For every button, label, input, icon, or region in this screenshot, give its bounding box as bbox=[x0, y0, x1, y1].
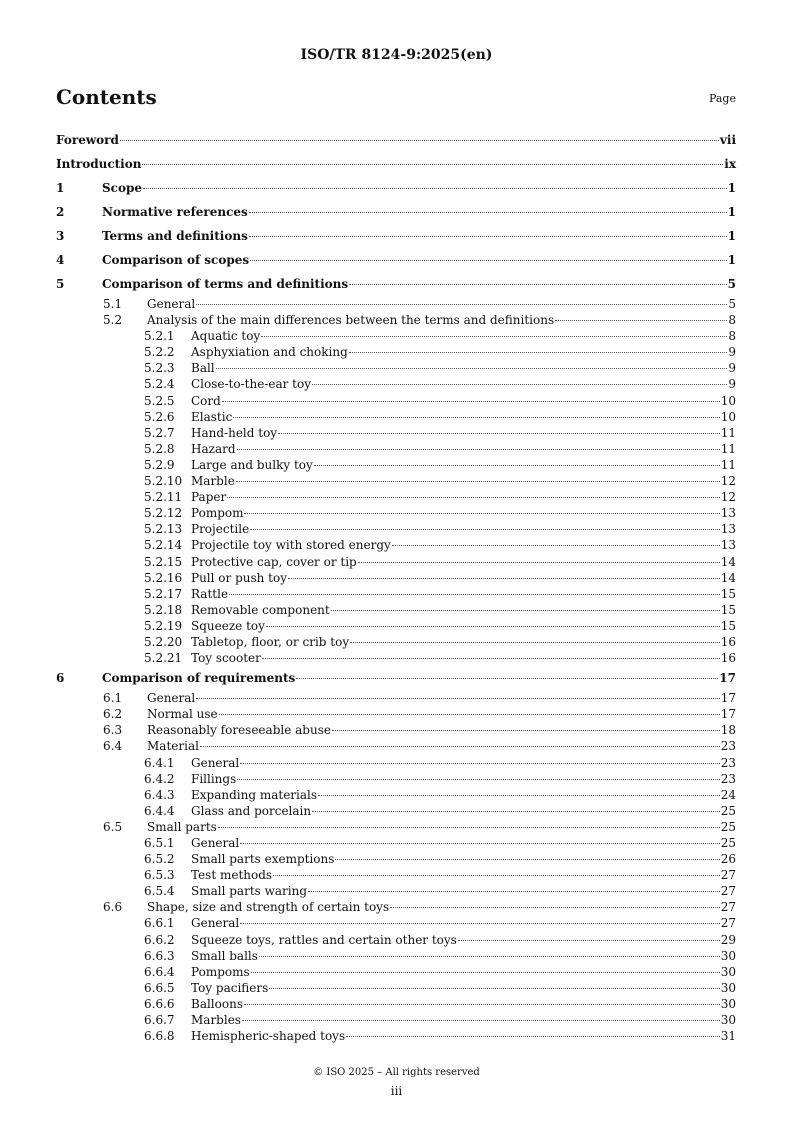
dot-leader bbox=[240, 922, 719, 924]
toc-entry[interactable] bbox=[56, 835, 736, 851]
toc-entry[interactable] bbox=[56, 996, 736, 1012]
toc-entry-page: 30 bbox=[720, 996, 736, 1011]
toc-entry-number: 6.4.2 bbox=[144, 771, 175, 786]
toc-entry-page: 11 bbox=[720, 441, 736, 456]
toc-entry-page: 27 bbox=[720, 868, 736, 883]
toc-entry-number: 5.2.2 bbox=[144, 345, 175, 360]
dot-leader bbox=[262, 657, 720, 659]
toc-entry-number: 6.6.1 bbox=[144, 916, 175, 931]
toc-entry[interactable] bbox=[56, 771, 736, 787]
dot-leader bbox=[218, 826, 720, 828]
dot-leader bbox=[250, 259, 726, 261]
toc-entry-number: 5.2.3 bbox=[144, 361, 175, 376]
dot-leader bbox=[308, 890, 720, 892]
toc-entry-page: 23 bbox=[720, 771, 736, 786]
toc-entry[interactable] bbox=[56, 360, 736, 376]
toc-entry-number: 5.2.21 bbox=[144, 651, 183, 666]
toc-entry[interactable] bbox=[56, 899, 736, 915]
toc-entry-page: 16 bbox=[720, 634, 736, 649]
toc-entry-page: 11 bbox=[720, 457, 736, 472]
toc-entry[interactable] bbox=[56, 224, 736, 248]
toc-entry-page: 25 bbox=[720, 803, 736, 818]
dot-leader bbox=[236, 480, 720, 482]
toc-entry-page: 1 bbox=[727, 181, 736, 195]
toc-entry[interactable] bbox=[56, 948, 736, 964]
dot-leader bbox=[200, 745, 720, 747]
toc-entry[interactable] bbox=[56, 441, 736, 457]
toc-entry-number: 5.2.17 bbox=[144, 586, 183, 601]
dot-leader bbox=[266, 625, 720, 627]
toc-entry-number: 5.1 bbox=[103, 297, 123, 311]
toc-entry-number: 4 bbox=[56, 253, 65, 267]
toc-entry-label: Analysis of the main differences between the terms and definitions bbox=[147, 313, 555, 328]
toc-entry-number: 6.6.7 bbox=[144, 1013, 175, 1028]
toc-entry[interactable] bbox=[56, 248, 736, 272]
toc-entry-label: Aquatic toy bbox=[191, 329, 261, 344]
toc-entry-page: 15 bbox=[720, 586, 736, 601]
toc-entry-number: 6.5.4 bbox=[144, 884, 175, 899]
toc-entry-number: 5.2.16 bbox=[144, 570, 183, 585]
toc-entry-label: Small parts waring bbox=[191, 884, 308, 899]
toc-entry-page: 14 bbox=[720, 570, 736, 585]
toc-entry-label: Introduction bbox=[56, 157, 142, 171]
toc-entry-label: Comparison of scopes bbox=[102, 253, 250, 267]
toc-entry-label: Normal use bbox=[147, 707, 218, 722]
dot-leader bbox=[312, 383, 727, 385]
toc-entry-label: Reasonably foreseeable abuse bbox=[147, 723, 331, 738]
toc-entry-label: General bbox=[191, 836, 240, 850]
dot-leader bbox=[249, 211, 727, 213]
toc-entry[interactable] bbox=[56, 964, 736, 980]
toc-entry[interactable] bbox=[56, 570, 736, 586]
toc-entry[interactable] bbox=[56, 666, 736, 690]
toc-entry-number: 6.5.1 bbox=[144, 836, 175, 850]
toc-entry-page: 15 bbox=[720, 618, 736, 633]
toc-entry-number: 6.1 bbox=[103, 691, 123, 706]
dot-leader bbox=[314, 464, 720, 466]
dot-leader bbox=[555, 319, 727, 321]
toc-entry[interactable] bbox=[56, 272, 736, 296]
toc-entry[interactable] bbox=[56, 152, 736, 176]
toc-entry-label: Test methods bbox=[191, 868, 273, 883]
toc-entry[interactable] bbox=[56, 634, 736, 650]
toc-entry-number: 3 bbox=[56, 229, 65, 243]
toc-entry-label: Hazard bbox=[191, 441, 236, 456]
toc-entry-page: 9 bbox=[728, 377, 736, 392]
toc-entry-label: Hemispheric-shaped toys bbox=[191, 1029, 346, 1044]
toc-entry-number: 5.2 bbox=[103, 313, 123, 328]
toc-entry-label: Marble bbox=[191, 474, 235, 489]
toc-entry-number: 6.3 bbox=[103, 723, 123, 738]
toc-entry-label: Pull or push toy bbox=[191, 570, 288, 585]
toc-entry-page: 12 bbox=[720, 490, 736, 505]
dot-leader bbox=[240, 762, 719, 764]
toc-entry-page: 9 bbox=[728, 345, 736, 360]
toc-entry-number: 6.6.6 bbox=[144, 996, 175, 1011]
toc-entry[interactable] bbox=[56, 1028, 736, 1044]
toc-entry[interactable] bbox=[56, 819, 736, 835]
toc-entry-page: vii bbox=[719, 133, 736, 147]
toc-entry-label: Pompom bbox=[191, 506, 244, 521]
toc-entry[interactable] bbox=[56, 425, 736, 441]
toc-entry-label: Material bbox=[147, 739, 199, 754]
toc-entry-label: Scope bbox=[102, 181, 143, 195]
toc-entry-label: Squeeze toy bbox=[191, 618, 265, 633]
dot-leader bbox=[249, 235, 727, 237]
dot-leader bbox=[120, 139, 719, 141]
toc-entry[interactable] bbox=[56, 457, 736, 473]
toc-entry-label: Toy pacifiers bbox=[191, 980, 269, 995]
toc-entry-page: 13 bbox=[720, 522, 736, 537]
toc-entry-label: Marbles bbox=[191, 1013, 241, 1028]
toc-entry-page: 1 bbox=[727, 253, 736, 267]
toc-entry-number: 6.5.3 bbox=[144, 868, 175, 883]
toc-entry[interactable] bbox=[56, 176, 736, 200]
toc-entry-page: 5 bbox=[728, 297, 736, 311]
toc-entry-page: 1 bbox=[727, 229, 736, 243]
toc-entry-label: General bbox=[191, 916, 240, 931]
toc-entry-page: 23 bbox=[720, 739, 736, 754]
dot-leader bbox=[242, 1019, 720, 1021]
dot-leader bbox=[261, 335, 727, 337]
page-number: iii bbox=[390, 1084, 403, 1098]
toc-entry[interactable] bbox=[56, 489, 736, 505]
toc-entry-label: Small parts exemptions bbox=[191, 852, 335, 867]
toc-entry-number: 5.2.6 bbox=[144, 409, 175, 424]
toc-entry-label: Protective cap, cover or tip bbox=[191, 554, 357, 569]
toc-entry-number: 5.2.14 bbox=[144, 538, 183, 553]
toc-entry-number: 5.2.9 bbox=[144, 457, 175, 472]
toc-entry-number: 6.4.4 bbox=[144, 803, 175, 818]
dot-leader bbox=[196, 303, 727, 305]
dot-leader bbox=[143, 187, 727, 189]
dot-leader bbox=[331, 609, 720, 611]
toc-entry-number: 6.5 bbox=[103, 819, 123, 834]
toc-entry-number: 6.4.1 bbox=[144, 755, 175, 770]
toc-entry[interactable] bbox=[56, 883, 736, 899]
toc-entry-page: 17 bbox=[719, 671, 736, 686]
toc-entry[interactable] bbox=[56, 296, 736, 312]
dot-leader bbox=[288, 577, 720, 579]
toc-entry-page: 26 bbox=[720, 852, 736, 867]
toc-entry-number: 6 bbox=[56, 671, 65, 686]
toc-entry-number: 5.2.19 bbox=[144, 618, 183, 633]
dot-leader bbox=[227, 496, 720, 498]
toc-entry[interactable] bbox=[56, 554, 736, 570]
toc-entry-number: 5.2.7 bbox=[144, 425, 175, 440]
toc-entry-label: Pompoms bbox=[191, 964, 250, 979]
toc-entry-page: 30 bbox=[720, 980, 736, 995]
dot-leader bbox=[358, 561, 720, 563]
dot-leader bbox=[350, 641, 720, 643]
page-title: Contents bbox=[56, 85, 157, 109]
dot-leader bbox=[349, 283, 727, 285]
toc-entry-page: 1 bbox=[727, 205, 736, 219]
toc-entry-label: Tabletop, floor, or crib toy bbox=[191, 634, 350, 649]
toc-entry[interactable] bbox=[56, 690, 736, 706]
toc-entry-label: Glass and porcelain bbox=[191, 803, 312, 818]
dot-leader bbox=[349, 351, 728, 353]
toc-entry-label: Comparison of terms and definitions bbox=[102, 277, 349, 291]
toc-entry[interactable] bbox=[56, 980, 736, 996]
toc-entry-number: 5.2.1 bbox=[144, 329, 175, 344]
toc-entry-number: 5.2.8 bbox=[144, 441, 175, 456]
dot-leader bbox=[458, 939, 720, 941]
toc-entry[interactable] bbox=[56, 473, 736, 489]
dot-leader bbox=[196, 697, 719, 699]
dot-leader bbox=[233, 416, 719, 418]
toc-entry-page: ix bbox=[724, 157, 736, 171]
dot-leader bbox=[269, 987, 719, 989]
toc-entry-number: 5 bbox=[56, 277, 65, 291]
toc-entry[interactable] bbox=[56, 344, 736, 360]
toc-entry[interactable] bbox=[56, 787, 736, 803]
toc-entry[interactable] bbox=[56, 706, 736, 722]
dot-leader bbox=[259, 955, 720, 957]
toc-entry-number: 2 bbox=[56, 205, 65, 219]
toc-entry-page: 18 bbox=[720, 723, 736, 738]
toc-entry[interactable] bbox=[56, 915, 736, 931]
toc-entry-label: Elastic bbox=[191, 409, 233, 424]
toc-entry-page: 15 bbox=[720, 602, 736, 617]
toc-entry-number: 6.6.8 bbox=[144, 1029, 175, 1044]
dot-leader bbox=[332, 729, 720, 731]
toc-entry-number: 5.2.4 bbox=[144, 377, 175, 392]
dot-leader bbox=[392, 544, 720, 546]
dot-leader bbox=[346, 1035, 720, 1037]
toc-entry-page: 13 bbox=[720, 538, 736, 553]
toc-entry-label: Rattle bbox=[191, 586, 229, 601]
toc-entry-label: Expanding materials bbox=[191, 787, 318, 802]
toc-entry-number: 5.2.10 bbox=[144, 474, 183, 489]
toc-entry-label: Balloons bbox=[191, 996, 243, 1011]
toc-entry-page: 30 bbox=[720, 948, 736, 963]
toc-entry-page: 17 bbox=[720, 707, 736, 722]
dot-leader bbox=[244, 512, 719, 514]
toc-entry[interactable] bbox=[56, 328, 736, 344]
dot-leader bbox=[296, 677, 718, 679]
toc-entry-page: 14 bbox=[720, 554, 736, 569]
toc-entry-label: Projectile bbox=[191, 522, 250, 537]
toc-entry-page: 30 bbox=[720, 1013, 736, 1028]
toc-entry-page: 13 bbox=[720, 506, 736, 521]
toc-entry-label: Comparison of requirements bbox=[102, 671, 296, 686]
toc-entry[interactable] bbox=[56, 803, 736, 819]
toc-entry-page: 25 bbox=[720, 836, 736, 850]
dot-leader bbox=[244, 1003, 720, 1005]
toc-entry-label: Cord bbox=[191, 393, 221, 408]
toc-entry[interactable] bbox=[56, 867, 736, 883]
dot-leader bbox=[142, 163, 723, 165]
toc-entry[interactable] bbox=[56, 312, 736, 328]
toc-entry-page: 27 bbox=[720, 916, 736, 931]
toc-entry-number: 5.2.11 bbox=[144, 490, 183, 505]
toc-entry[interactable] bbox=[56, 755, 736, 771]
toc-entry-page: 8 bbox=[728, 329, 736, 344]
toc-entry-number: 5.2.12 bbox=[144, 506, 183, 521]
toc-entry-page: 25 bbox=[720, 819, 736, 834]
toc-entry[interactable] bbox=[56, 521, 736, 537]
toc-entry-label: Ball bbox=[191, 361, 215, 376]
dot-leader bbox=[237, 448, 720, 450]
toc-entry-label: Close-to-the-ear toy bbox=[191, 377, 311, 392]
table-of-contents bbox=[56, 128, 736, 1044]
toc-entry-page: 10 bbox=[720, 409, 736, 424]
toc-entry-page: 30 bbox=[720, 964, 736, 979]
toc-entry[interactable] bbox=[56, 602, 736, 618]
dot-leader bbox=[390, 906, 720, 908]
toc-entry[interactable] bbox=[56, 409, 736, 425]
dot-leader bbox=[278, 432, 720, 434]
toc-entry-page: 9 bbox=[728, 361, 736, 376]
toc-entry-number: 1 bbox=[56, 181, 65, 195]
toc-entry-number: 6.4.3 bbox=[144, 787, 175, 802]
toc-entry-label: Squeeze toys, rattles and certain other toys bbox=[191, 932, 457, 947]
dot-leader bbox=[229, 593, 720, 595]
toc-entry[interactable] bbox=[56, 393, 736, 409]
toc-entry-label: Small parts bbox=[147, 819, 217, 834]
toc-entry-label: Normative references bbox=[102, 205, 248, 219]
toc-entry-page: 8 bbox=[728, 313, 736, 328]
dot-leader bbox=[318, 794, 720, 796]
page-column-label: Page bbox=[708, 92, 736, 105]
toc-entry-number: 6.6.4 bbox=[144, 964, 175, 979]
toc-entry-label: General bbox=[147, 297, 196, 311]
toc-entry-page: 23 bbox=[720, 755, 736, 770]
toc-entry[interactable] bbox=[56, 851, 736, 867]
toc-entry[interactable] bbox=[56, 505, 736, 521]
toc-entry-number: 6.6.2 bbox=[144, 932, 175, 947]
toc-entry[interactable] bbox=[56, 618, 736, 634]
toc-entry-page: 27 bbox=[720, 900, 736, 915]
dot-leader bbox=[219, 713, 720, 715]
toc-entry[interactable] bbox=[56, 200, 736, 224]
toc-entry-label: General bbox=[191, 755, 240, 770]
toc-entry-label: Removable component bbox=[191, 602, 330, 617]
toc-entry[interactable] bbox=[56, 537, 736, 553]
toc-entry-label: Toy scooter bbox=[191, 651, 261, 666]
copyright-footer: © ISO 2025 – All rights reserved bbox=[313, 1067, 480, 1078]
dot-leader bbox=[251, 971, 720, 973]
dot-leader bbox=[273, 874, 720, 876]
toc-entry-page: 31 bbox=[720, 1029, 736, 1044]
toc-entry-number: 6.6 bbox=[103, 900, 123, 915]
dot-leader bbox=[216, 367, 728, 369]
document-id: ISO/TR 8124-9:2025(en) bbox=[300, 47, 493, 63]
toc-entry-label: Small balls bbox=[191, 948, 258, 963]
toc-entry-number: 5.2.13 bbox=[144, 522, 183, 537]
dot-leader bbox=[240, 842, 719, 844]
toc-entry-label: Projectile toy with stored energy bbox=[191, 538, 391, 553]
toc-entry-number: 5.2.20 bbox=[144, 634, 183, 649]
toc-entry-label: Shape, size and strength of certain toys bbox=[147, 900, 390, 915]
toc-entry[interactable] bbox=[56, 586, 736, 602]
dot-leader bbox=[312, 810, 720, 812]
toc-entry-number: 6.4 bbox=[103, 739, 123, 754]
toc-entry[interactable] bbox=[56, 650, 736, 666]
toc-entry-number: 5.2.5 bbox=[144, 393, 175, 408]
toc-entry-page: 10 bbox=[720, 393, 736, 408]
toc-entry-label: Asphyxiation and choking bbox=[191, 345, 348, 360]
toc-entry-label: Foreword bbox=[56, 133, 119, 147]
toc-entry-page: 11 bbox=[720, 425, 736, 440]
toc-entry[interactable] bbox=[56, 376, 736, 392]
toc-entry-number: 6.5.2 bbox=[144, 852, 175, 867]
toc-entry[interactable] bbox=[56, 722, 736, 738]
toc-entry-page: 24 bbox=[720, 787, 736, 802]
toc-entry-label: Terms and definitions bbox=[102, 229, 248, 243]
toc-entry-number: 5.2.15 bbox=[144, 554, 183, 569]
toc-entry[interactable] bbox=[56, 1012, 736, 1028]
toc-entry-page: 16 bbox=[720, 651, 736, 666]
toc-entry-page: 27 bbox=[720, 884, 736, 899]
toc-entry-number: 6.2 bbox=[103, 707, 123, 722]
toc-entry-label: Paper bbox=[191, 490, 227, 505]
toc-entry-number: 6.6.3 bbox=[144, 948, 175, 963]
dot-leader bbox=[250, 528, 720, 530]
dot-leader bbox=[237, 778, 719, 780]
dot-leader bbox=[222, 400, 720, 402]
toc-entry[interactable] bbox=[56, 128, 736, 152]
toc-entry-label: Hand-held toy bbox=[191, 425, 278, 440]
toc-entry-label: General bbox=[147, 691, 196, 706]
dot-leader bbox=[335, 858, 719, 860]
toc-entry-page: 17 bbox=[720, 691, 736, 706]
toc-entry-label: Fillings bbox=[191, 771, 237, 786]
toc-entry-page: 12 bbox=[720, 474, 736, 489]
toc-entry[interactable] bbox=[56, 932, 736, 948]
toc-entry-page: 5 bbox=[727, 277, 736, 291]
toc-entry[interactable] bbox=[56, 738, 736, 754]
toc-entry-label: Large and bulky toy bbox=[191, 457, 313, 472]
toc-entry-number: 5.2.18 bbox=[144, 602, 183, 617]
toc-entry-number: 6.6.5 bbox=[144, 980, 175, 995]
toc-entry-page: 29 bbox=[720, 932, 736, 947]
